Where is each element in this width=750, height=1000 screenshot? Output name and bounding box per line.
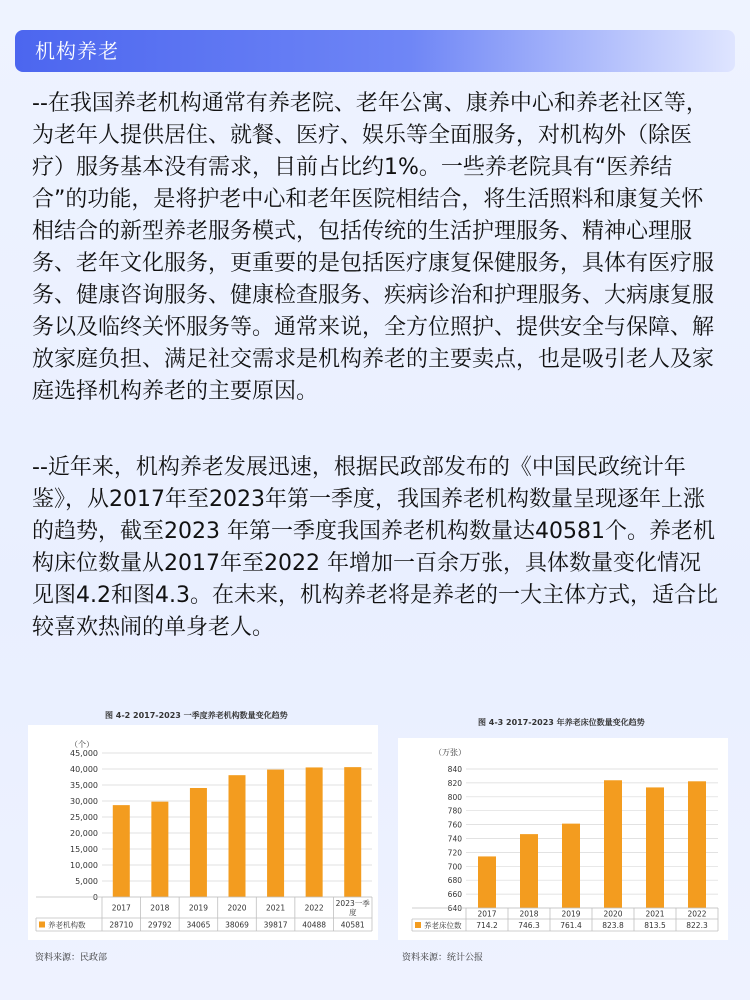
y-tick-label: 5,000 [75, 877, 98, 886]
bar [604, 780, 622, 908]
y-tick-label: 30,000 [70, 797, 98, 806]
bar [267, 770, 284, 897]
y-tick-label: 700 [447, 862, 462, 872]
section-header-bar [15, 30, 735, 72]
x-tick-label: 2020 [227, 903, 247, 913]
paragraph-recent-growth: --近年来，机构养老发展迅速，根据民政部发布的《中国民政统计年鉴》，从2017年至2023年第一季度，我国养老机构数量呈现逐年上涨的趋势，截至2023 年第一季度我国养老机构数量达40581个。养老机构床位数量从2017年至2022 年增加一百余万张，具体数量变化情况见图4.2和图4.3。在未来，机构养老将是养老的一大主体方式，适合比较喜欢热闹的单身老人。 [32, 455, 718, 640]
paragraph-institution-types: --在我国养老机构通常有养老院、老年公寓、康养中心和养老社区等，为老年人提供居住、就餐、医疗、娱乐等全面服务，对机构外（除医疗）服务基本没有需求，目前占比约1%。一些养老院具有“医养结合”的功能，是将护老中心和老年医院相结合，将生活照料和康复关怀相结合的新型养老服务模式，包括传统的生活护理服务、精神心理服务、老年文化服务，更重要的是包括医疗康复保健服务，具体有医疗服务、健康咨询服务、健康检查服务、疾病诊治和护理服务、大病康复服务以及临终关怀服务等。通常来说，全方位照护、提供安全与保障、解放家庭负担、满足社交需求是机构养老的主要卖点，也是吸引老人及家庭选择机构养老的主要原因。 [32, 91, 715, 404]
legend-swatch [415, 922, 421, 928]
y-tick-label: 760 [447, 820, 462, 830]
y-tick-label: 15,000 [70, 845, 98, 854]
bar [113, 805, 130, 897]
section-title: 机构养老 [35, 39, 119, 63]
x-tick-label: 2018 [150, 903, 170, 913]
data-label: 39817 [263, 920, 288, 930]
x-tick-label: 2023一季 [335, 899, 370, 908]
legend-swatch [39, 922, 45, 928]
bar [306, 767, 323, 897]
legend-label: 养老床位数 [424, 921, 462, 930]
y-tick-label: 10,000 [70, 861, 98, 870]
y-tick-label: 820 [447, 778, 462, 788]
data-label: 40581 [340, 920, 365, 930]
bar [229, 775, 246, 897]
y-tick-label: 640 [447, 904, 462, 913]
chart1-svg [28, 725, 378, 940]
y-tick-label: 40,000 [70, 765, 98, 774]
data-label: 822.3 [686, 921, 708, 930]
chart2-title: 图 4-3 2017-2023 年养老床位数量变化趋势 [478, 718, 645, 727]
bar [151, 802, 168, 897]
y-tick-label: 800 [447, 792, 462, 802]
data-label: 813.5 [644, 921, 666, 930]
chart-bed-count [398, 738, 728, 940]
data-label: 40488 [302, 920, 327, 930]
x-tick-label: 2019 [561, 909, 581, 919]
bar [688, 781, 706, 908]
y-tick-label: 680 [447, 876, 462, 886]
bar [478, 856, 496, 908]
y-axis-label: （万张） [434, 748, 466, 757]
data-label: 714.2 [476, 921, 498, 930]
y-tick-label: 660 [447, 890, 462, 900]
bar [646, 787, 664, 908]
legend-label: 养老机构数 [48, 920, 86, 930]
y-tick-label: 780 [447, 806, 462, 816]
x-tick-label: 度 [348, 908, 357, 917]
chart1-source: 资料来源：民政部 [35, 953, 108, 963]
chart2-source: 资料来源：统计公报 [402, 953, 484, 963]
data-label: 28710 [109, 920, 134, 930]
x-tick-label: 2022 [304, 903, 324, 913]
y-tick-label: 35,000 [70, 781, 98, 790]
bar [520, 834, 538, 908]
data-label: 746.3 [518, 921, 540, 930]
x-tick-label: 2021 [645, 909, 665, 919]
x-tick-label: 2019 [188, 903, 208, 913]
x-tick-label: 2017 [111, 903, 131, 913]
data-label: 823.8 [602, 921, 624, 930]
y-tick-label: 20,000 [70, 829, 98, 838]
bar [344, 767, 361, 897]
x-tick-label: 2018 [519, 909, 539, 919]
data-label: 29792 [147, 920, 172, 930]
y-tick-label: 840 [447, 765, 462, 774]
y-tick-label: 45,000 [70, 749, 98, 758]
bar [562, 824, 580, 908]
y-tick-label: 740 [447, 834, 462, 844]
data-label: 761.4 [560, 921, 582, 930]
y-axis-label: （个） [70, 740, 94, 749]
data-label: 34065 [186, 920, 211, 930]
x-tick-label: 2020 [603, 909, 623, 919]
chart-institution-count [28, 725, 378, 940]
chart2-svg [398, 738, 728, 940]
x-tick-label: 2022 [687, 909, 707, 919]
y-tick-label: 720 [447, 848, 462, 858]
y-tick-label: 25,000 [70, 813, 98, 822]
data-label: 38069 [225, 920, 249, 930]
x-tick-label: 2021 [266, 903, 286, 913]
chart1-title: 图 4-2 2017-2023 一季度养老机构数量变化趋势 [105, 711, 288, 720]
y-tick-label: 0 [92, 893, 98, 902]
bar [190, 788, 207, 897]
x-tick-label: 2017 [477, 909, 497, 919]
